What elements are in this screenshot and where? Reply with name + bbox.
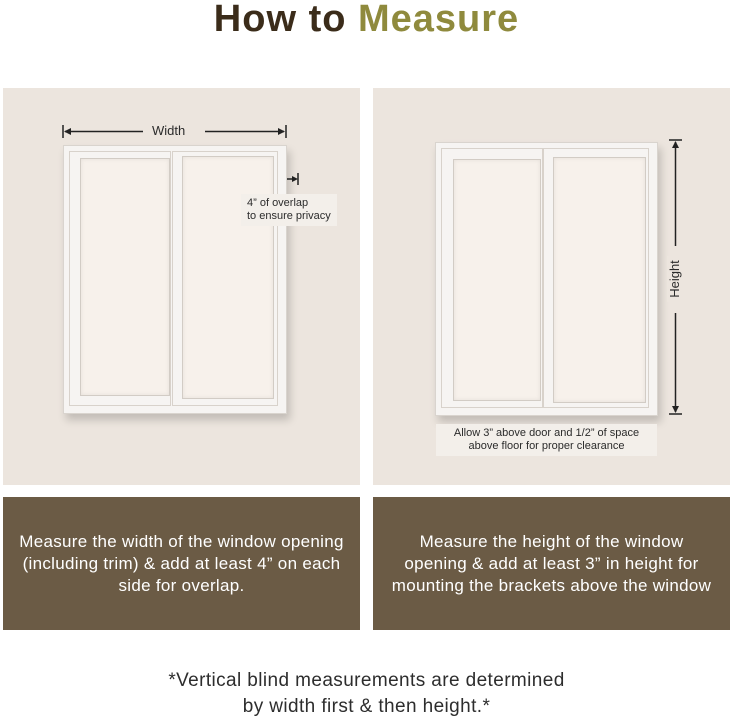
- footnote-line1: *Vertical blind measurements are determined: [168, 670, 565, 691]
- height-instruction-caption: [373, 497, 730, 630]
- overlap-note-line2: to ensure privacy: [247, 210, 331, 222]
- overlap-note: [241, 194, 337, 226]
- width-illustration-panel: [3, 88, 360, 485]
- clearance-note: [436, 424, 657, 456]
- clearance-note-line2: above floor for proper clearance: [468, 440, 625, 452]
- window-right-glass: [182, 156, 274, 399]
- page-title: [0, 0, 733, 38]
- height-instruction-text: Measure the height of the window opening & add at least 3” in height for mounting the brackets above the window: [391, 531, 712, 595]
- title-part-measure: Measure: [358, 0, 520, 40]
- footnote-line2: by width first & then height.*: [242, 696, 491, 717]
- width-label: Width: [148, 123, 189, 139]
- vertical-blind-footnote: [0, 668, 733, 720]
- width-instruction-text: Measure the width of the window opening (including trim) & add at least 4” on each side for overlap.: [19, 531, 344, 595]
- clearance-note-line1: Allow 3” above door and 1/2” of space: [453, 427, 640, 439]
- width-window-illustration: [63, 145, 287, 414]
- height-illustration-panel: Height Allow 3” above door and 1/2” of space above floor for proper clearance: [373, 88, 730, 485]
- overlap-note-line1: 4” of overlap: [247, 197, 309, 209]
- width-instruction-caption: [3, 497, 360, 630]
- window-left-glass: [80, 158, 170, 396]
- title-part-how-to: How to: [213, 0, 347, 40]
